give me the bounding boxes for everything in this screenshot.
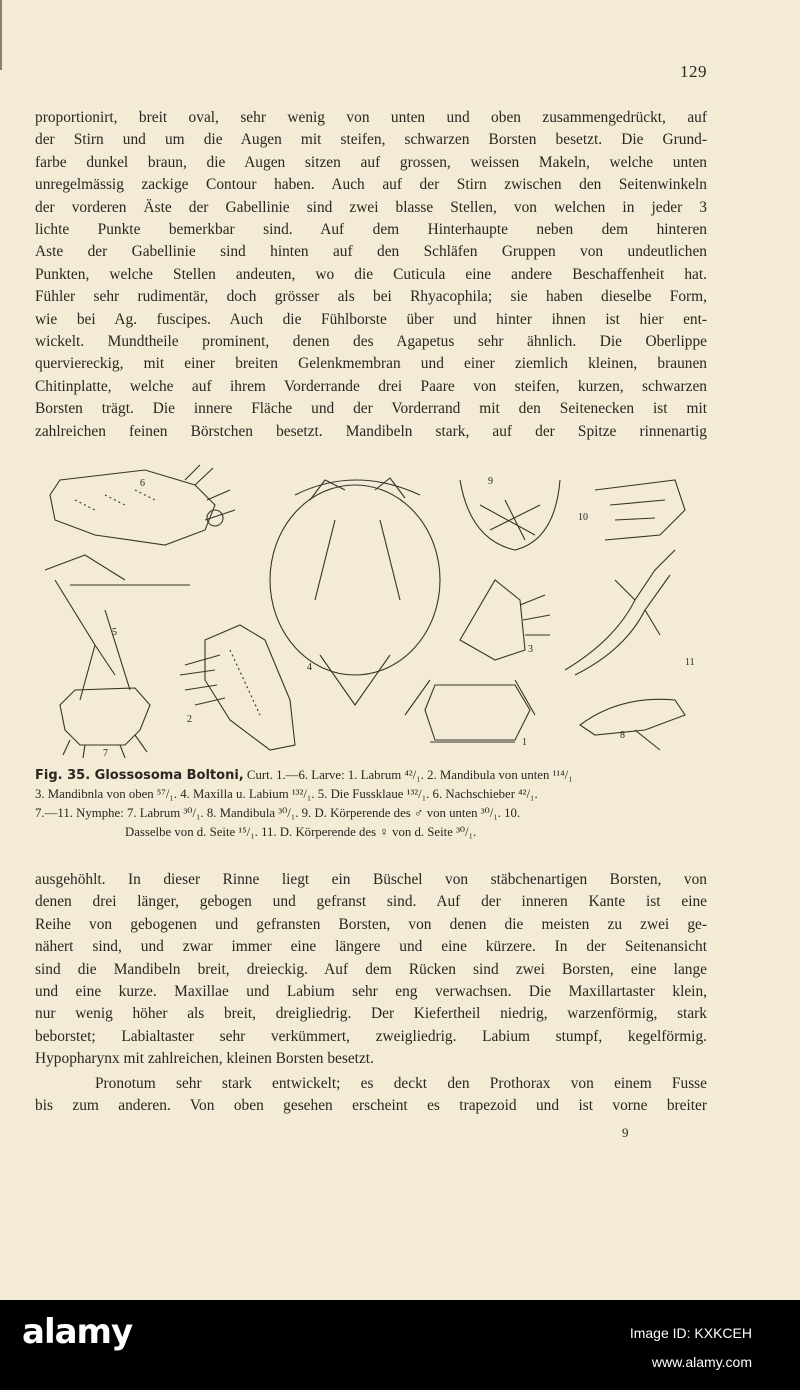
drawing-11 <box>565 550 675 675</box>
caption-title: Fig. 35. Glossosoma Boltoni, <box>35 768 244 783</box>
drawing-9 <box>460 480 560 550</box>
paragraph-top <box>35 107 707 443</box>
drawing-1 <box>405 680 535 742</box>
caption-line: 7.—11. Nymphe: 7. Labrum ³⁰/₁. 8. Mandibula ³⁰/₁. 9. D. Körperende des ♂ von unten ³⁰/₁. 10. <box>35 806 521 820</box>
figure-label: 1 <box>522 737 527 748</box>
insect-anatomy-drawings <box>35 460 707 760</box>
text-line: der Stirn und um die Augen mit steifen, schwarzen Borsten besetzt. Die Grund- <box>35 131 707 149</box>
figure-label: 11 <box>685 657 695 668</box>
figure-label: 10 <box>578 512 588 523</box>
drawing-10 <box>595 480 685 540</box>
text-line: farbe dunkel braun, die Augen sitzen auf grossen, weissen Makeln, welche unten <box>35 153 707 171</box>
drawing-2 <box>180 625 295 750</box>
figure-label: 6 <box>140 478 145 489</box>
drawing-6 <box>50 465 235 545</box>
signature-mark: 9 <box>622 1125 629 1140</box>
figure-caption <box>35 766 725 842</box>
site-url: www.alamy.com <box>651 1354 752 1370</box>
drawing-8 <box>580 699 685 750</box>
drawing-4 <box>270 478 440 705</box>
text-line: Borsten trägt. Die innere Fläche und der Vorderrand mit den Seitenecken ist mit <box>35 400 707 418</box>
text-line: wickelt. Mundtheile prominent, denen des Agapetus sehr ähnlich. Die Oberlippe <box>35 333 707 351</box>
figure-label: 3 <box>528 644 533 655</box>
text-line: beborstet; Labialtaster sehr verkümmert, zweigliedrig. Labium stumpf, kegelförmig. <box>35 1027 707 1045</box>
drawing-3 <box>460 580 550 660</box>
page-edge-rule <box>0 0 2 70</box>
text-line: unregelmässig zackige Contour haben. Auch auf der Stirn zwischen den Seitenwinkeln <box>35 176 707 194</box>
text-line: Chitinplatte, welche auf ihrem Vorderrande drei Paare von steifen, kurzen, schwarzen <box>35 377 707 395</box>
text-line: nur wenig höher als breit, dreigliedrig. Der Kiefertheil niedrig, warzenförmig, stark <box>35 1005 707 1023</box>
caption-line: Dasselbe von d. Seite ¹⁵/₁. 11. D. Körperende des ♀ von d. Seite ³⁰/₁. <box>125 825 477 839</box>
text-line: bis zum anderen. Von oben gesehen erscheint es trapezoid und ist vorne breiter <box>35 1097 707 1115</box>
text-line: Aste der Gabellinie sind hinten auf den Schläfen Gruppen von undeutlichen <box>35 243 707 261</box>
text-line: und eine kurze. Maxillae und Labium sehr eng verwachsen. Die Maxillartaster klein, <box>35 983 707 1001</box>
text-line: nähert sind, und zwar immer eine längere und eine kürzere. In der Seitenansicht <box>35 938 707 956</box>
caption-line: 3. Mandibnla von oben ⁵⁷/₁. 4. Maxilla u. Labium ¹³²/₁. 5. Die Fussklaue ¹³²/₁. 6. Nachschieber ⁴²/₁. <box>35 787 538 801</box>
paragraph-bottom <box>35 1073 707 1118</box>
text-line: Reihe von gebogenen und gefransten Borsten, von denen die meisten zu zwei ge- <box>35 915 707 933</box>
text-line: Fühler sehr rudimentär, doch grösser als bei Rhyacophila; sie haben dieselbe Form, <box>35 288 707 306</box>
image-id: Image ID: KXKCEH <box>629 1325 752 1341</box>
text-line: proportionirt, breit oval, sehr wenig von unten und oben zusammengedrückt, auf <box>35 109 707 126</box>
figure-label: 5 <box>112 627 117 638</box>
text-line: denen drei länger, gebogen und gefranst sind. Auf der inneren Kante ist eine <box>35 893 707 911</box>
figure-label: 8 <box>620 730 625 741</box>
alamy-logo: alamy <box>22 1312 133 1352</box>
figure-label: 4 <box>307 662 312 673</box>
text-line: Hypopharynx mit zahlreichen, kleinen Borsten besetzt. <box>35 1050 374 1068</box>
figure-label: 7 <box>103 748 108 759</box>
text-line: lichte Punkte bemerkbar sind. Auf dem Hinterhaupte neben dem hinteren <box>35 221 707 239</box>
drawing-5 <box>45 555 190 700</box>
text-line: ausgehöhlt. In dieser Rinne liegt ein Büschel von stäbchenartigen Borsten, von <box>35 871 707 888</box>
text-line: querviereckig, mit einer breiten Gelenkmembran und einer ziemlich kleinen, braunen <box>35 355 707 373</box>
figure-label: 9 <box>488 476 493 487</box>
text-line: zahlreichen feinen Börstchen besetzt. Mandibeln stark, auf der Spitze rinnenartig <box>35 422 707 440</box>
text-line: wie bei Ag. fuscipes. Auch die Fühlborste über und hinter ihnen ist hier ent- <box>35 310 707 328</box>
text-line: Pronotum sehr stark entwickelt; es deckt den Prothorax von einem Fusse <box>95 1075 707 1092</box>
page-number: 129 <box>680 62 707 81</box>
caption-text: Curt. 1.—6. Larve: 1. Labrum ⁴²/₁. 2. Mandibula von unten ¹¹⁴/₁ <box>243 768 573 782</box>
paragraph-middle <box>35 869 707 1071</box>
figure-label: 2 <box>187 714 192 725</box>
figure-illustration <box>35 460 707 760</box>
text-line: der vorderen Äste der Gabellinie sind zwei blasse Stellen, von welchen in jeder 3 <box>35 198 707 216</box>
caption-line <box>35 766 725 785</box>
text-line: sind die Mandibeln breit, dreieckig. Auf dem Rücken sind zwei Borsten, eine lange <box>35 960 707 978</box>
watermark-footer <box>0 1300 800 1390</box>
text-line: Punkten, welche Stellen andeuten, wo die Cuticula eine andere Beschaffenheit hat. <box>35 265 707 283</box>
